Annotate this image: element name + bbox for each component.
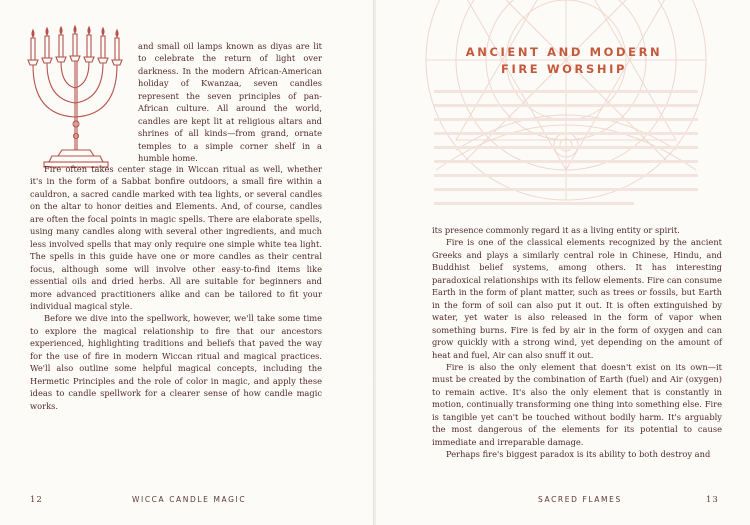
left-page-number: 12 (30, 495, 43, 505)
sun-mandala-watermark (416, 0, 716, 230)
right-paragraph-2: Fire is also the only element that doesn't exist on its own—it must be created by the combination of Earth (fuel) and Air (oxygen) to remain active. It's also the only element that is constantly in motion, continually transforming one thing into something else. Fire is tangible yet can't be touched without bodily harm. It's arguably the most dangerous of the elements for its potential to cause immediate and irreparable damage. (432, 361, 722, 447)
sun-mandala-icon (416, 0, 716, 230)
right-first-line: its presence commonly regard it as a living entity or spirit. (432, 225, 680, 235)
right-page (376, 0, 750, 525)
right-paragraph-1: Fire is one of the classical elements recognized by the ancient Greeks and plays a similarly central role in Chinese, Hindu, and Buddhist belief systems, among others. It has interesting paradoxical relationships with its fellow elements. Fire can consume Earth in the form of plant matter, such as trees or fossils, but Earth in the form of soil can also put it out. It is often extinguished by water, yet water is also released in the form of vapor when something burns. Fire is fed by air in the form of oxygen and can grow quickly with a strong wind, yet depending on the amount of heat and fuel, Air can also snuff it out. (432, 237, 722, 360)
left-intro-text (138, 40, 322, 165)
left-intro-paragraph: and small oil lamps known as diyas are lit to celebrate the return of light over darkness. In the modern African-American holiday of Kwanzaa, seven candles represent the seven principles of pan-African culture. All around the world, candles are kept lit at religious altars and shrines of all kinds—from grand, ornate temples to a simple corner shelf in a humble home. (138, 41, 322, 164)
left-paragraph-1: Fire often takes center stage in Wiccan ritual as well, whether it's in the form of a Sabbat bonfire outdoors, a small fire within a cauldron, a sacred candle marked with tea lights, or several candles on the altar to honor deities and Elements. And, of course, candles are often the focal points in magic spells. There are elaborate spells, using many candles along with several other ingredients, and much less involved spells that may only require one simple white tea light. The spells in this guide have one or more candles as their central focus, although some will involve other easy-to-find items like essential oils and dried herbs. All are suitable for beginners and more advanced practitioners alike and can be tailored to fit your individual magical style. (30, 164, 322, 311)
left-page (0, 0, 374, 525)
right-paragraph-3: Perhaps fire's biggest paradox is its ability to both destroy and (446, 449, 711, 460)
right-body-text (432, 224, 722, 461)
chapter-title-line-2: FIRE WORSHIP (501, 62, 627, 76)
right-running-head: SACRED FLAMES (538, 495, 622, 504)
chapter-title (436, 44, 692, 78)
menorah-illustration (22, 24, 134, 172)
menorah-icon (22, 24, 134, 172)
left-body-text (30, 163, 322, 412)
right-page-number: 13 (706, 495, 719, 505)
left-running-head: WICCA CANDLE MAGIC (132, 495, 247, 504)
left-paragraph-2: Before we dive into the spellwork, however, we'll take some time to explore the magical relationship to fire that our ancestors experienced, highlighting traditions and beliefs that paved the way for the use of fire in modern Wiccan ritual and magical practices. We'll also outline some helpful magical concepts, including the Hermetic Principles and the role of color in magic, and apply these ideas to candle spellwork for a clearer sense of how candle magic works. (30, 313, 322, 411)
chapter-title-line-1: ANCIENT AND MODERN (465, 45, 663, 59)
